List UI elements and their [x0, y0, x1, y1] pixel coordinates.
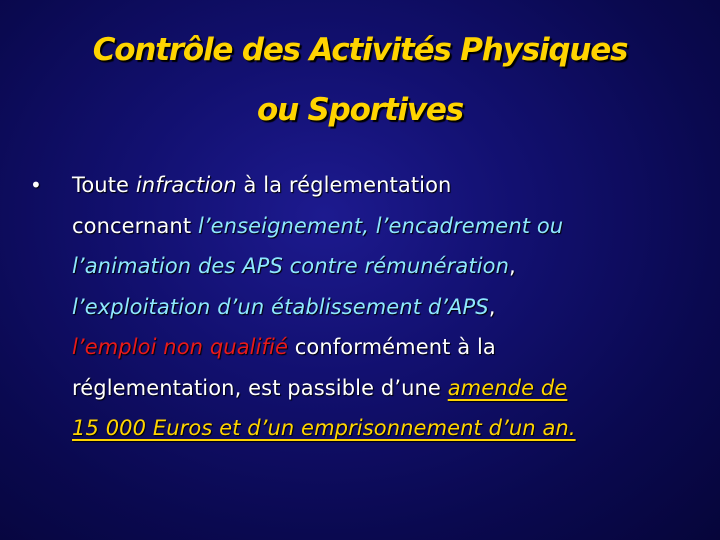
emphasis-amende: amende de: [447, 375, 568, 400]
emphasis-enseignement: l’enseignement, l’encadrement ou: [197, 213, 564, 238]
paragraph-line-6: [72, 368, 680, 409]
bullet-icon: •: [30, 173, 42, 197]
bullet-paragraph: [72, 165, 680, 449]
paragraph-line-4: [72, 287, 680, 328]
text-segment: concernant: [72, 213, 198, 238]
title-line-1: Contrôle des Activités Physiques: [92, 32, 628, 68]
text-segment: à la réglementation: [236, 173, 452, 197]
slide-title: [40, 20, 680, 140]
emphasis-infraction: infraction: [135, 173, 237, 197]
emphasis-peine: 15 000 Euros et d’un emprisonnement d’un an.: [72, 416, 576, 440]
paragraph-line-7: [72, 408, 680, 449]
paragraph-line-5: [72, 327, 680, 368]
bullet-item: [30, 165, 680, 449]
text-segment: ,: [488, 294, 496, 319]
emphasis-exploitation: l’exploitation d’un établissement d’APS: [72, 294, 489, 319]
paragraph-line-1: [72, 165, 680, 206]
text-segment: réglementation, est passible d’une: [72, 375, 448, 400]
text-segment: Toute: [72, 173, 136, 197]
text-segment: ,: [509, 254, 516, 278]
title-line-2: ou Sportives: [257, 92, 463, 128]
emphasis-emploi-non-qualifie: l’emploi non qualifié: [72, 335, 288, 359]
paragraph-line-2: [72, 206, 680, 247]
emphasis-animation: l’animation des APS contre rémunération: [72, 254, 509, 278]
text-segment: conformément à la: [287, 335, 496, 359]
paragraph-line-3: [72, 246, 680, 287]
